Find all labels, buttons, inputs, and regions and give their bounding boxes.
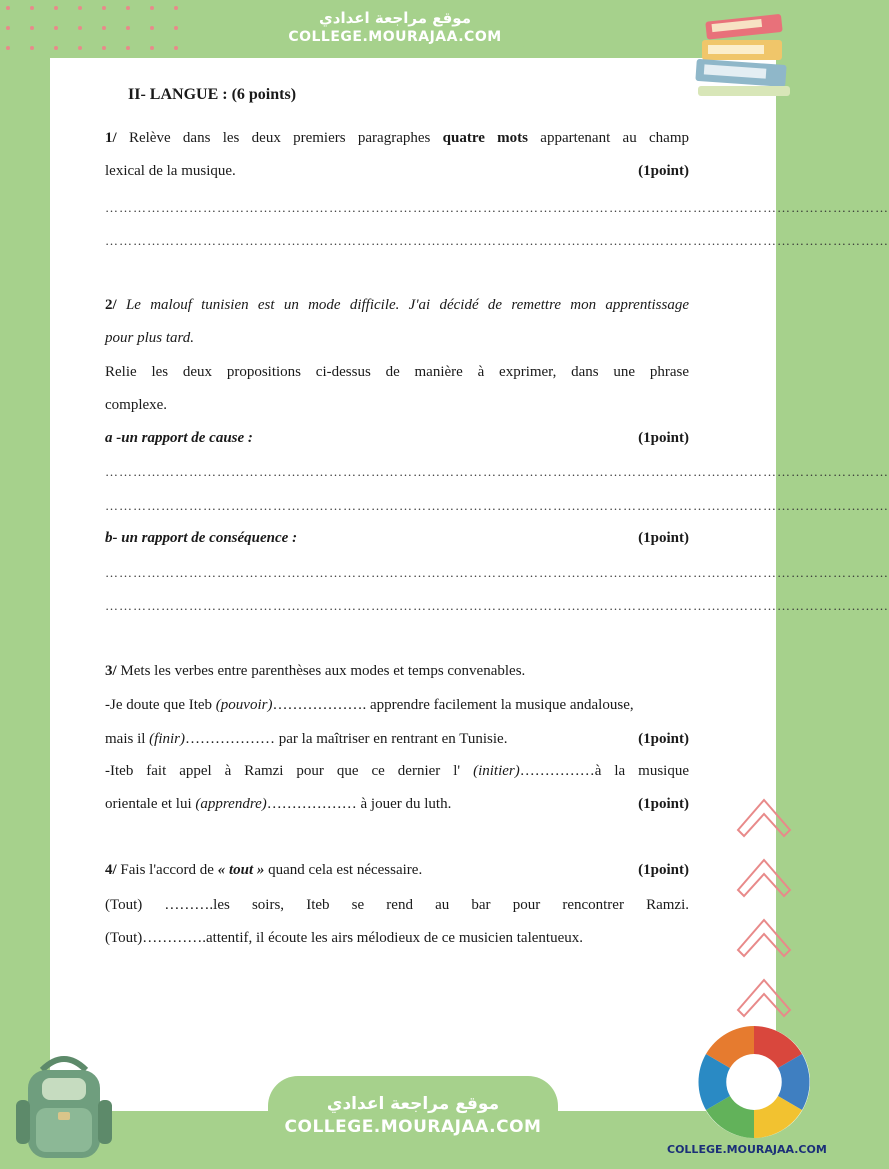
q3-line3: -Iteb fait appel à Ramzi pour que ce dernier l' (initier)……………à la musique xyxy=(105,763,689,779)
q4-line2: (Tout)………….attentif, il écoute les airs mélodieux de ce musicien talentueux. xyxy=(105,930,583,946)
q2-instruction: Relie les deux propositions ci-dessus de manière à exprimer, dans une phrase xyxy=(105,364,689,380)
q3-points-2: (1point) xyxy=(638,796,689,812)
answer-line[interactable]: …………………………………………………………………………………………………………………………………………………… xyxy=(105,233,889,248)
q3-points-1: (1point) xyxy=(638,731,689,747)
answer-line[interactable]: …………………………………………………………………………………………………………………………………………………… xyxy=(105,598,889,613)
logo-domain-text: COLLEGE.MOURAJAA.COM xyxy=(667,1143,827,1156)
answer-line[interactable]: …………………………………………………………………………………………………………………………………………………… xyxy=(105,498,889,513)
q3-line4: orientale et lui (apprendre)……………… à jouer du luth. xyxy=(105,796,452,812)
q4-line1: (Tout) ……….les soirs, Iteb se rend au bar pour rencontrer Ramzi. xyxy=(105,897,689,913)
q1-points: (1point) xyxy=(638,163,689,179)
footer-arabic-name: موقع مراجعة اعدادي xyxy=(326,1094,500,1114)
q2-line2: pour plus tard. xyxy=(105,330,195,346)
site-domain[interactable]: COLLEGE.MOURAJAA.COM xyxy=(288,29,502,45)
q1-line2: lexical de la musique. xyxy=(105,163,236,179)
q2-b-points: (1point) xyxy=(638,530,689,546)
footer-domain[interactable]: COLLEGE.MOURAJAA.COM xyxy=(284,1117,542,1137)
q3-title: 3/ Mets les verbes entre parenthèses aux modes et temps convenables. xyxy=(105,663,526,679)
q1-line1: 1/ Relève dans les deux premiers paragraphes quatre mots appartenant au champ xyxy=(105,130,689,146)
q2-line1: 2/ Le malouf tunisien est un mode difficile. J'ai décidé de remettre mon apprentissage xyxy=(105,297,689,313)
q2-b-label: b- un rapport de conséquence : xyxy=(105,530,298,546)
section-title: II- LANGUE : (6 points) xyxy=(128,86,297,103)
q3-line2: mais il (finir)……………… par la maîtriser en rentrant en Tunisie. xyxy=(105,731,508,747)
q4-title: 4/ Fais l'accord de « tout » quand cela est nécessaire. xyxy=(105,862,423,878)
q3-line1: -Je doute que Iteb (pouvoir)………………. apprendre facilement la musique andalouse, xyxy=(105,697,634,713)
q2-instruction-2: complexe. xyxy=(105,397,168,413)
site-arabic-name: موقع مراجعة اعدادي xyxy=(319,9,471,27)
answer-line[interactable]: …………………………………………………………………………………………………………………………………………………… xyxy=(105,200,889,215)
q2-a-label: a -un rapport de cause : xyxy=(105,430,253,446)
answer-line[interactable]: …………………………………………………………………………………………………………………………………………………… xyxy=(105,464,889,479)
answer-line[interactable]: …………………………………………………………………………………………………………………………………………………… xyxy=(105,565,889,580)
q2-a-points: (1point) xyxy=(638,430,689,446)
q4-points: (1point) xyxy=(638,862,689,878)
